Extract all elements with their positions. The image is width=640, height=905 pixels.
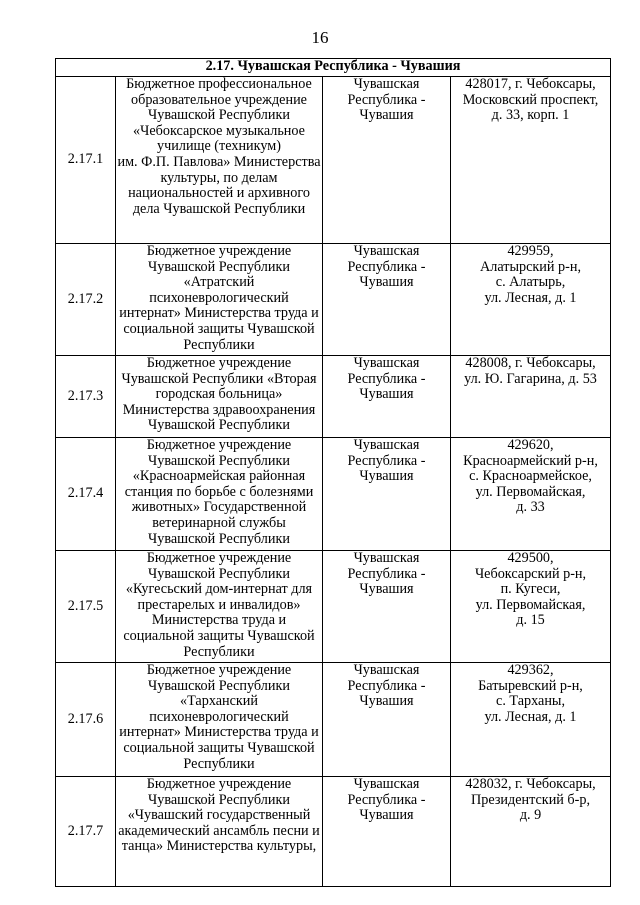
region-cell [323,356,451,438]
section-header-row [56,59,611,77]
institution-name-cell [116,244,323,356]
row-number: 2.17.7 [56,777,116,887]
institutions-table [55,58,611,887]
region-line: Чувашская [353,76,420,92]
name-line: Чувашской Республики [148,791,290,808]
region-line: Чувашская [353,662,420,678]
name-line: «Атратский [183,274,255,291]
address-line: ул. Ю. Гагарина, д. 53 [464,370,597,387]
name-line: Бюджетное учреждение [146,776,292,792]
name-line: Министерства здравоохранения [122,401,316,418]
name-line: городская больница» [155,386,283,403]
institution-name-cell [116,663,323,777]
name-line: училище (техникум) [157,138,281,155]
region-cell [323,663,451,777]
name-line: ветеринарной службы [152,514,286,531]
region-line: Чувашия [359,468,414,485]
row-number: 2.17.3 [56,356,116,438]
address-cell [451,438,611,551]
address-cell [451,77,611,244]
region-line: Чувашия [359,386,414,403]
institution-name-cell [116,77,323,244]
name-line: социальной защиты Чувашской [123,739,315,756]
institution-name-cell [116,777,323,887]
table-row [56,356,611,438]
address-line: с. Красноармейское, [469,468,592,485]
name-line: Чувашской Республики [148,258,290,275]
name-line: Чувашской Республики [148,565,290,582]
section-title: 2.17. Чувашская Республика - Чувашия [56,59,611,77]
address-line: с. Алатырь, [495,274,566,291]
table-row [56,663,611,777]
address-cell [451,356,611,438]
address-line: с. Тарханы, [496,693,565,710]
address-cell [451,244,611,356]
region-line: Чувашия [359,693,414,710]
name-line: станция по борьбе с болезнями [124,483,314,500]
name-line: «Чувашский государственный [127,807,311,824]
address-line: д. 33, корп. 1 [491,107,570,124]
name-line: «Кугесьский дом-интернат для [125,581,313,598]
name-line: Чувашской Республики [148,452,290,469]
region-cell [323,244,451,356]
name-line: образовательное учреждение [131,91,307,108]
region-line: Республика - [347,452,426,469]
row-number: 2.17.6 [56,663,116,777]
region-line: Чувашская [353,550,420,566]
name-line: национальностей и архивного [128,185,310,202]
institution-name-cell [116,438,323,551]
name-line: Республики [183,755,255,772]
name-line: психоневрологический [149,289,289,306]
region-line: Чувашия [359,581,414,598]
address-line: д. 9 [519,807,542,824]
name-line: Чувашской Республики «Вторая [121,370,317,387]
name-line: Чувашской Республики [148,530,290,547]
name-line: Бюджетное учреждение [146,662,292,678]
region-cell [323,777,451,887]
row-number: 2.17.4 [56,438,116,551]
region-line: Республика - [347,677,426,694]
name-line: престарелых и инвалидов» [137,596,301,613]
name-line: Бюджетное учреждение [146,437,292,453]
region-line: Республика - [347,370,426,387]
name-line: Республики [183,336,255,353]
region-cell [323,551,451,663]
name-line: Республики [183,643,255,660]
address-line: 429959, [507,243,554,259]
address-line: 429362, [507,662,554,678]
page-number: 16 [311,28,329,47]
name-line: Бюджетное учреждение [146,550,292,566]
region-line: Республика - [347,791,426,808]
region-line: Республика - [347,258,426,275]
name-line: танца» Министерства культуры, [121,838,317,855]
address-line: Московский проспект, [462,91,599,108]
address-line: д. 33 [516,499,545,516]
region-cell [323,77,451,244]
institution-name-cell [116,551,323,663]
name-line: Чувашской Республики [148,107,290,124]
table-row [56,244,611,356]
name-line: им. Ф.П. Павлова» Министерства [117,153,321,170]
address-line: Алатырский р-н, [480,258,581,275]
table-row [56,777,611,887]
table-row [56,438,611,551]
address-cell [451,551,611,663]
address-line: ул. Лесная, д. 1 [484,289,577,306]
name-line: социальной защиты Чувашской [123,627,315,644]
region-line: Чувашская [353,355,420,371]
region-line: Республика - [347,565,426,582]
address-cell [451,663,611,777]
name-line: Чувашской Республики [148,677,290,694]
address-line: д. 15 [516,612,545,629]
row-number: 2.17.5 [56,551,116,663]
address-line: ул. Первомайская, [475,596,586,613]
region-line: Чувашия [359,107,414,124]
name-line: Бюджетное учреждение [146,355,292,371]
name-line: социальной защиты Чувашской [123,320,315,337]
address-line: Чебоксарский р-н, [474,565,587,582]
name-line: культуры, по делам [160,169,278,186]
address-line: ул. Лесная, д. 1 [484,708,577,725]
name-line: дела Чувашской Республики [132,200,306,217]
address-line: 429500, [507,550,554,566]
name-line: Бюджетное профессиональное [126,76,312,92]
region-line: Чувашия [359,274,414,291]
address-line: Президентский б-р, [471,791,591,808]
address-line: п. Кугеси, [500,581,561,598]
address-line: 428017, г. Чебоксары, [465,76,596,92]
region-line: Чувашская [353,776,420,792]
region-line: Республика - [347,91,426,108]
address-line: Батыревский р-н, [478,677,583,694]
name-line: интернат» Министерства труда и [119,305,319,322]
name-line: «Тарханский [180,693,258,710]
name-line: академический ансамбль песни и [118,822,320,839]
name-line: животных» Государственной [131,499,307,516]
table-row [56,77,611,244]
table-row [56,551,611,663]
institution-name-cell [116,356,323,438]
region-line: Чувашская [353,243,420,259]
address-line: ул. Первомайская, [475,483,586,500]
name-line: Бюджетное учреждение [146,243,292,259]
region-line: Чувашская [353,437,420,453]
name-line: психоневрологический [149,708,289,725]
name-line: Чувашской Республики [148,417,290,434]
address-line: 428008, г. Чебоксары, [465,355,596,371]
name-line: Министерства труда и [151,612,287,629]
address-line: 428032, г. Чебоксары, [465,776,596,792]
address-line: 429620, [507,437,554,453]
name-line: интернат» Министерства труда и [119,724,319,741]
name-line: «Чебоксарское музыкальное [133,122,305,139]
row-number: 2.17.1 [56,77,116,244]
row-number: 2.17.2 [56,244,116,356]
address-cell [451,777,611,887]
address-line: Красноармейский р-н, [463,452,598,469]
region-line: Чувашия [359,807,414,824]
region-cell [323,438,451,551]
name-line: «Красноармейская районная [132,468,306,485]
